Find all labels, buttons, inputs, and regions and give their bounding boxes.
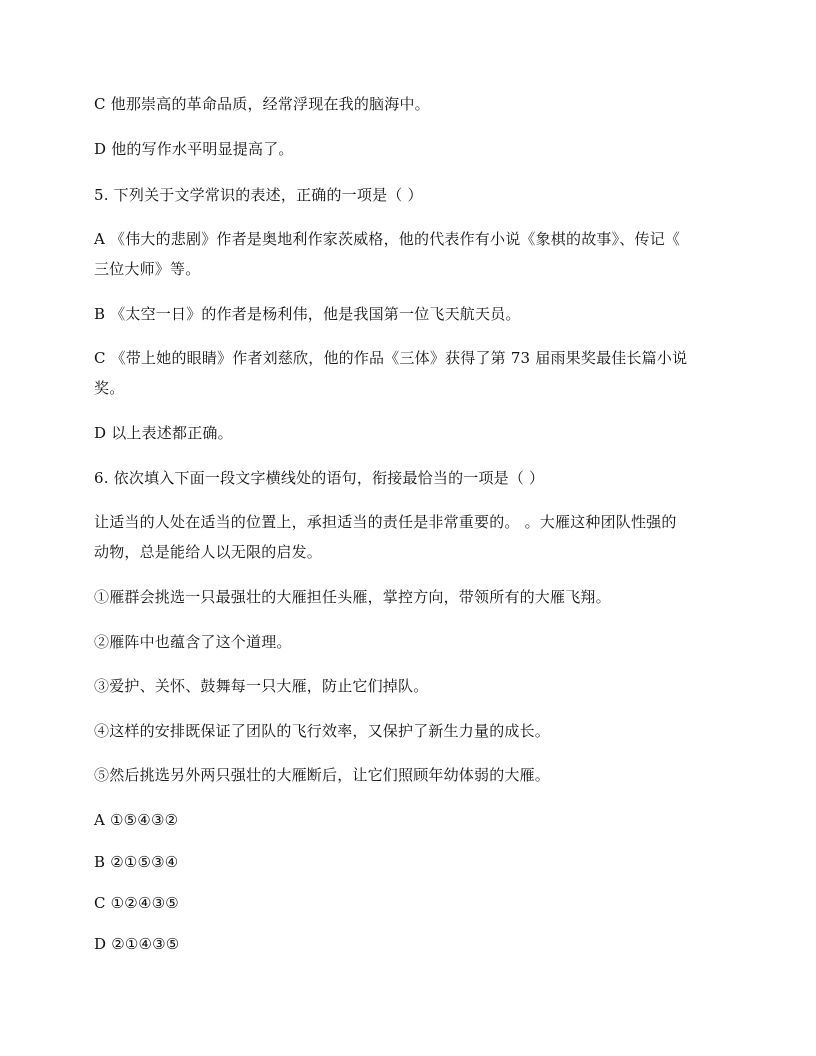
q6-sentence-4: ④这样的安排既保证了团队的飞行效率，又保护了新生力量的成长。: [94, 722, 551, 740]
q6-sentence-1: ①雁群会挑选一只最强壮的大雁担任头雁，掌控方向，带领所有的大雁飞翔。: [94, 588, 611, 606]
q6-option-a: A ①⑤④③②: [94, 811, 179, 829]
question-6-stem: 6. 依次填入下面一段文字横线处的语句，衔接最恰当的一项是（ ）: [94, 469, 545, 487]
q6-sentence-3: ③爱护、关怀、鼓舞每一只大雁，防止它们掉队。: [94, 677, 429, 695]
question-5-stem: 5. 下列关于文学常识的表述，正确的一项是（ ）: [94, 186, 423, 204]
option-c-sentence: C 他那崇高的革命品质，经常浮现在我的脑海中。: [94, 95, 430, 113]
option-d-sentence: D 他的写作水平明显提高了。: [94, 140, 294, 158]
q5-option-a-line2: 三位大师》等。: [94, 260, 201, 278]
q6-sentence-2: ②雁阵中也蕴含了这个道理。: [94, 633, 292, 651]
q5-option-d: D 以上表述都正确。: [94, 424, 233, 442]
q5-option-c-line2: 奖。: [94, 379, 125, 397]
q6-option-d: D ②①④③⑤: [94, 935, 180, 953]
q6-passage-line2: 动物，总是能给人以无限的启发。: [94, 543, 323, 561]
q6-option-b: B ②①⑤③④: [94, 853, 179, 871]
q6-passage-line1: 让适当的人处在适当的位置上，承担适当的责任是非常重要的。 。大雁这种团队性强的: [94, 513, 677, 531]
q6-option-c: C ①②④③⑤: [94, 894, 179, 912]
q5-option-c-line1: C 《带上她的眼睛》作者刘慈欣，他的作品《三体》获得了第 73 届雨果奖最佳长篇小说: [94, 349, 688, 367]
q6-sentence-5: ⑤然后挑选另外两只强壮的大雁断后，让它们照顾年幼体弱的大雁。: [94, 766, 551, 784]
q5-option-b: B 《太空一日》的作者是杨利伟，他是我国第一位飞天航天员。: [94, 305, 521, 323]
q5-option-a-line1: A 《伟大的悲剧》作者是奥地利作家茨威格，他的代表作有小说《象棋的故事》、传记《: [94, 230, 681, 248]
